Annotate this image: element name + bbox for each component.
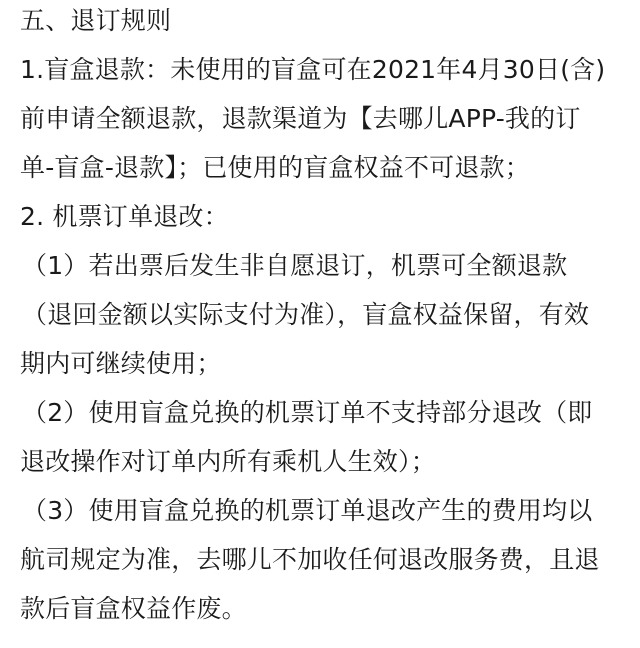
rule-1-line-3: 单-盲盒-退款】；已使用的盲盒权益不可退款； — [20, 153, 530, 182]
rule-2-heading: 2. 机票订单退改： — [20, 202, 229, 231]
rule-2-item-2-line-1: （2）使用盲盒兑换的机票订单不支持部分退改（即 — [22, 398, 593, 427]
rule-2-item-2-line-2: 退改操作对订单内所有乘机人生效）； — [20, 447, 436, 476]
rule-2-item-1-line-1: （1）若出票后发生非自愿退订，机票可全额退款 — [22, 251, 568, 280]
rule-2-item-3-line-1: （3）使用盲盒兑换的机票订单退改产生的费用均以 — [22, 496, 593, 525]
rule-2-item-1-line-2: （退回金额以实际支付为准），盲盒权益保留，有效 — [22, 300, 590, 329]
section-heading: 五、退订规则 — [20, 6, 172, 35]
rule-1-line-1: 1.盲盒退款：未使用的盲盒可在2021年4月30日(含) — [20, 55, 606, 84]
rule-1-line-2: 前申请全额退款，退款渠道为【去哪儿APP-我的订 — [20, 104, 581, 133]
rule-2-item-1-line-3: 期内可继续使用； — [20, 349, 222, 378]
rule-2-item-3-line-3: 款后盲盒权益作废。 — [20, 594, 247, 623]
rule-2-item-3-line-2: 航司规定为准，去哪儿不加收任何退改服务费，且退 — [20, 545, 600, 574]
